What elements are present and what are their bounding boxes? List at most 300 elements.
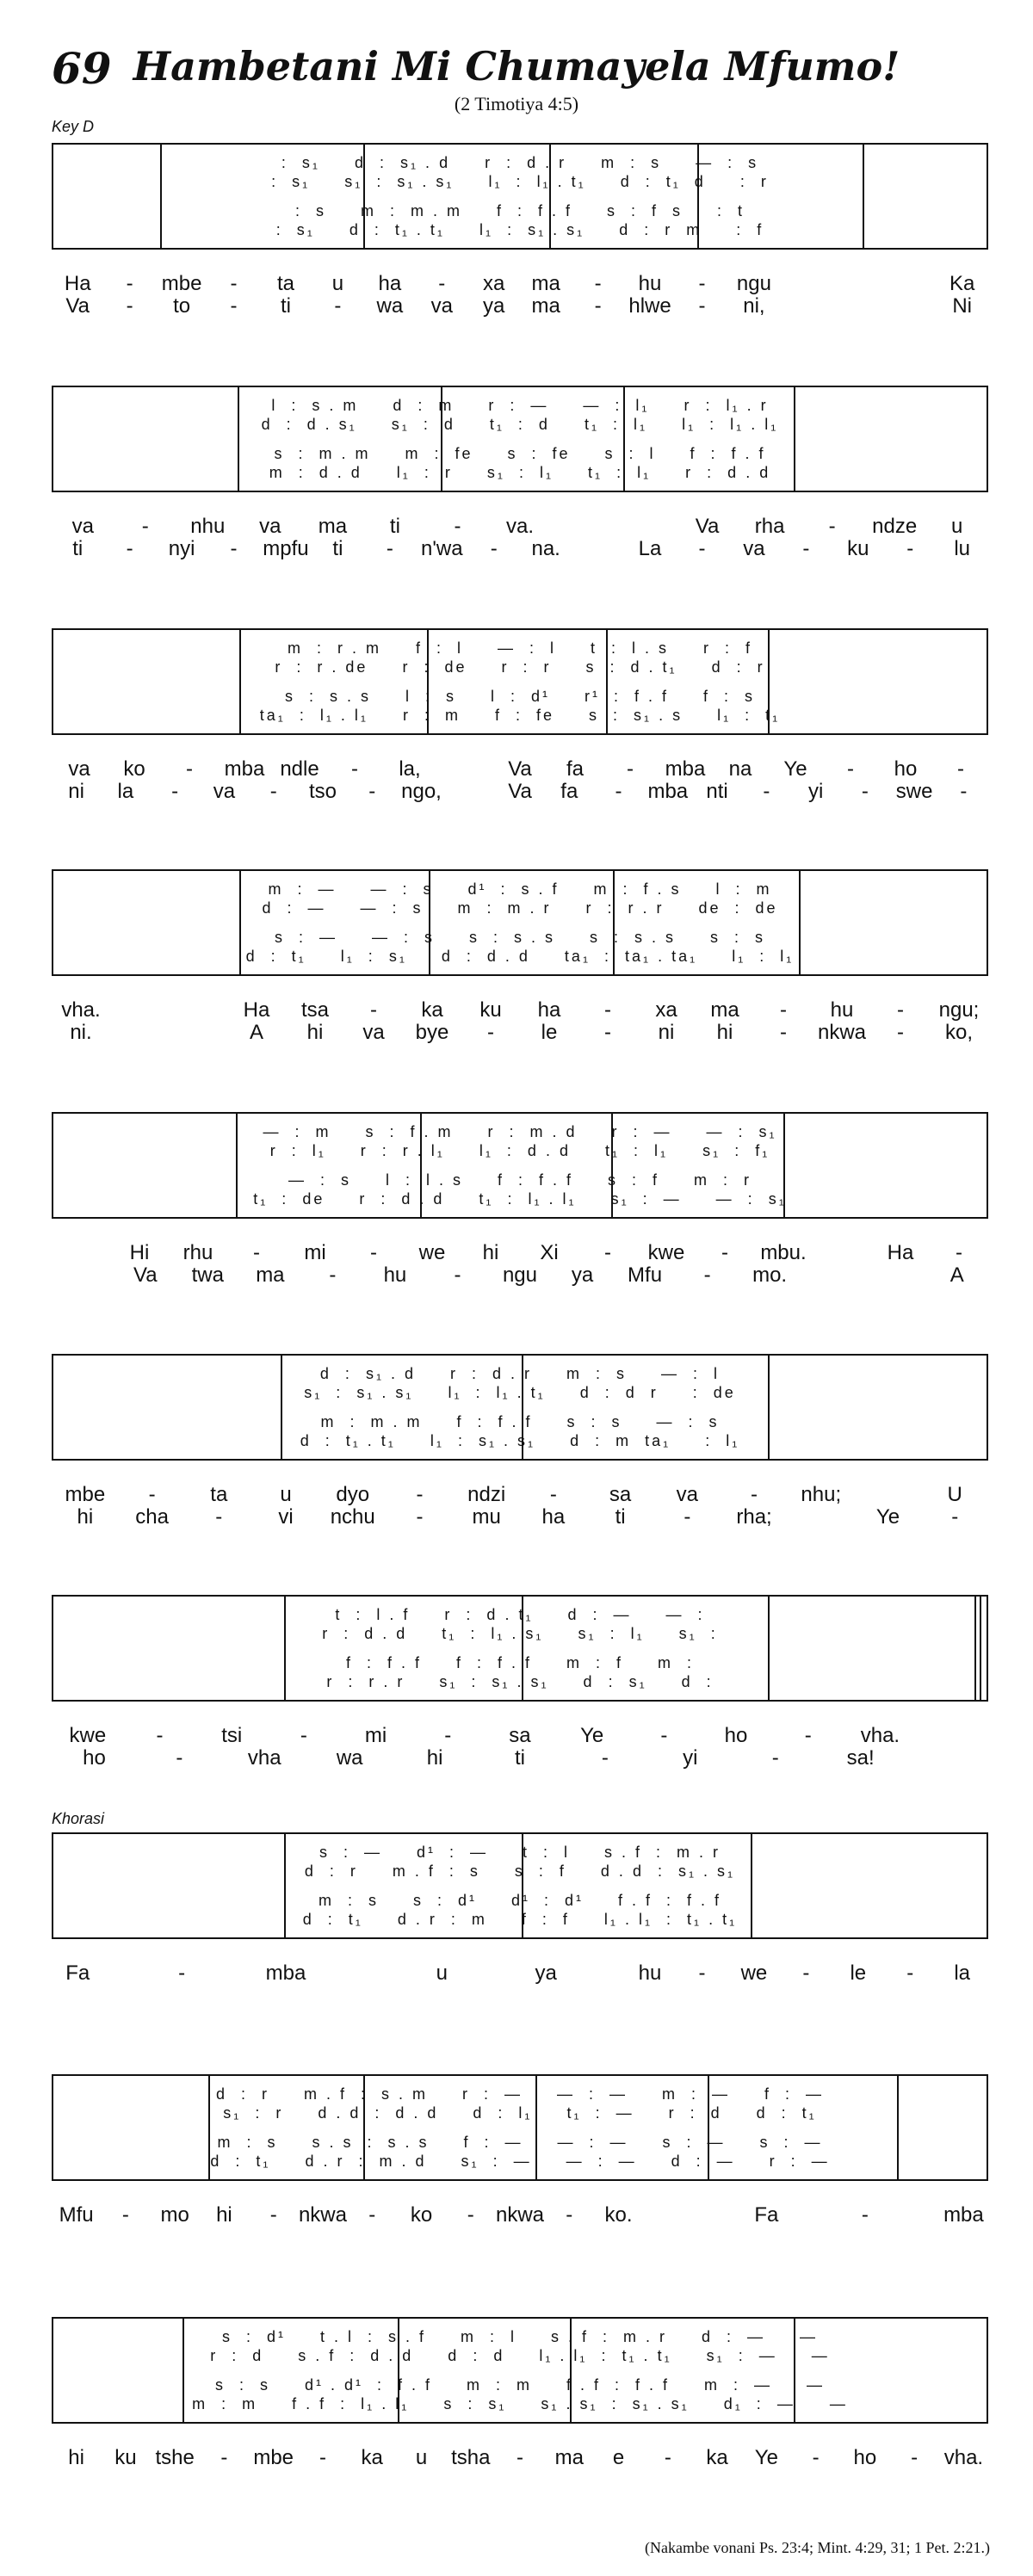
syllable: - xyxy=(319,2446,326,2469)
syllable: - xyxy=(386,537,393,560)
syllable: ta xyxy=(210,1483,228,1506)
scripture-reference: (2 Timotiya 4:5) xyxy=(454,93,579,114)
lyric-line xyxy=(52,780,988,804)
syllable: tsa xyxy=(300,998,329,1022)
staff-system xyxy=(52,1112,988,1219)
syllable: nhu xyxy=(190,515,226,538)
syllable: Ka xyxy=(949,272,975,295)
voice-part-line: d : t₁ d . r : m . d s₁ : — — : — d : — r : — xyxy=(210,2152,830,2170)
syllable: Mfu xyxy=(628,1263,663,1287)
voice-part-line: : s₁ s₁ : s₁ . s₁ l₁ : l₁ . t₁ d : t₁ d : r xyxy=(271,172,769,190)
syllable xyxy=(437,757,492,781)
syllable: va xyxy=(676,1483,698,1506)
voice-part-line: r : l₁ r : r . l₁ l₁ : d . d t₁ : l₁ s₁ : f₁ xyxy=(269,1141,770,1159)
lyric-line xyxy=(52,1724,988,1748)
syllable: va xyxy=(68,757,90,781)
syllable: rha xyxy=(754,515,785,538)
syllable: - xyxy=(897,1021,904,1044)
syllable: nti xyxy=(706,780,728,803)
syllable: - xyxy=(253,1241,260,1264)
syllable xyxy=(884,272,936,296)
syllable xyxy=(364,1961,416,1986)
syllable: - xyxy=(220,2446,228,2469)
syllable: hi xyxy=(77,1505,94,1529)
syllable: - xyxy=(368,780,376,803)
syllable: - xyxy=(780,1021,787,1044)
syllable: ha xyxy=(537,998,561,1022)
syllable: va xyxy=(743,537,765,560)
syllable: - xyxy=(176,1746,183,1770)
hymn-header xyxy=(52,43,981,120)
syllable: ka xyxy=(706,2446,728,2469)
syllable: - xyxy=(368,2203,376,2227)
syllable xyxy=(780,294,832,318)
syllable: mbe xyxy=(253,2446,294,2469)
voice-part-line: s₁ : s₁ . s₁ l₁ : l₁ . t₁ d : d r : de xyxy=(304,1383,736,1401)
syllable xyxy=(890,2203,939,2227)
syllable: - xyxy=(121,2203,129,2227)
syllable: u xyxy=(951,515,963,538)
syllable: mbe xyxy=(65,1483,106,1506)
syllable: ko, xyxy=(944,1021,973,1044)
lyric-line xyxy=(52,1961,988,1986)
lyric-line xyxy=(52,1021,988,1045)
syllable xyxy=(103,1961,155,1986)
syllable: - xyxy=(604,1021,611,1044)
syllable: - xyxy=(516,2446,524,2469)
syllable xyxy=(832,294,884,318)
syllable: - xyxy=(487,1021,494,1044)
hymn-number: 69 xyxy=(52,43,112,94)
syllable: - xyxy=(566,2203,573,2227)
voice-part-line: — : m s : f . m r : m . d r : — — : s₁ xyxy=(263,1122,777,1140)
syllable: ti xyxy=(280,294,291,318)
syllable: va xyxy=(362,1021,385,1044)
syllable: ya xyxy=(483,294,505,318)
syllable: hi xyxy=(482,1241,499,1264)
syllable: mbe xyxy=(161,272,202,295)
syllable: tsha xyxy=(451,2446,491,2469)
syllable xyxy=(916,1724,988,1748)
syllable: - xyxy=(771,1746,779,1770)
syllable: sa xyxy=(509,1724,531,1747)
syllable: nyi xyxy=(168,537,195,560)
syllable: - xyxy=(230,272,238,295)
syllable: ndle xyxy=(280,757,319,781)
syllable: kwe xyxy=(69,1724,107,1747)
syllable: Hi xyxy=(129,1241,150,1264)
voice-part-line: s : s d¹ . d¹ : f . f m : m f . f : f . f m : — — xyxy=(214,2375,826,2394)
staff-system xyxy=(52,869,988,976)
syllable: hu xyxy=(638,1961,662,1985)
syllable: Mfu xyxy=(59,2203,94,2227)
staff-system xyxy=(52,628,988,735)
syllable: ho xyxy=(83,1746,106,1770)
syllable: - xyxy=(604,1241,611,1264)
syllable: wa xyxy=(336,1746,363,1770)
syllable: - xyxy=(847,757,854,781)
syllable: - xyxy=(828,515,836,538)
syllable: mba xyxy=(943,2203,984,2227)
syllable: ya xyxy=(571,1263,594,1287)
syllable: hu xyxy=(830,998,854,1022)
syllable: xa xyxy=(483,272,505,295)
syllable xyxy=(884,294,936,318)
syllable: u xyxy=(436,1961,448,1985)
voice-part-line: m : m f . f : l₁ . l₁ s : s₁ s₁ . s₁ : s₁ . s₁ d₁ : — — xyxy=(192,2394,848,2412)
lyric-line xyxy=(52,998,988,1022)
syllable: vi xyxy=(278,1505,294,1529)
syllable: ndze xyxy=(872,515,918,538)
syllable: mba xyxy=(224,757,265,781)
syllable: ndzi xyxy=(467,1483,506,1506)
syllable: - xyxy=(126,294,133,318)
syllable: ma xyxy=(710,998,739,1022)
voice-part-line: s₁ : r d . d : d . d d : l₁ t₁ : — r : d d : t₁ xyxy=(223,2103,817,2122)
syllable: we xyxy=(740,1961,768,1985)
voice-part-line: d : r m . f : s s : f d . d : s₁ . s₁ xyxy=(304,1862,736,1880)
syllable: - xyxy=(751,1483,758,1506)
syllable: ngu; xyxy=(938,998,980,1022)
syllable xyxy=(780,272,832,296)
syllable: - xyxy=(802,1961,810,1985)
syllable: - xyxy=(594,294,602,318)
syllable xyxy=(863,1263,926,1288)
syllable: Ni xyxy=(952,294,972,318)
syllable: - xyxy=(698,272,706,295)
syllable: hu xyxy=(638,272,662,295)
syllable: - xyxy=(490,537,498,560)
syllable: ma xyxy=(256,1263,285,1287)
syllable xyxy=(801,1263,863,1288)
voice-part-line: m : r . m f : l — : l t : l . s r : f xyxy=(287,639,753,657)
syllable xyxy=(643,2203,692,2227)
syllable: Ye xyxy=(875,1505,900,1529)
syllable: Ye xyxy=(580,1724,604,1747)
voice-part-line: t : l . f r : d . t₁ d : — — : xyxy=(335,1605,705,1623)
syllable: - xyxy=(594,272,602,295)
syllable: hi xyxy=(716,1021,733,1044)
syllable xyxy=(832,272,884,296)
voice-part-line: — : s l : l . s f : f . f s : f m : r xyxy=(288,1171,752,1189)
lyric-line xyxy=(52,1241,988,1265)
syllable xyxy=(169,998,227,1022)
voice-part-line: d : t₁ d . r : m f : f l₁ . l₁ : t₁ . t₁ xyxy=(302,1910,738,1928)
lyric-line xyxy=(52,2203,988,2227)
syllable: le xyxy=(850,1961,867,1985)
syllable: nkwa xyxy=(496,2203,545,2227)
syllable: mi xyxy=(304,1241,326,1264)
syllable: Ye xyxy=(754,2446,778,2469)
syllable: mo. xyxy=(752,1263,788,1287)
syllable: Ha xyxy=(64,272,91,295)
syllable: fa xyxy=(560,780,578,803)
syllable: ka xyxy=(361,2446,383,2469)
syllable: u xyxy=(280,1483,292,1506)
syllable: - xyxy=(300,1724,307,1747)
voice-part-line: s : m . m m : fe s : fe s : l f : f . f xyxy=(274,444,766,462)
syllable: - xyxy=(911,2446,919,2469)
syllable: - xyxy=(269,780,277,803)
syllable: e xyxy=(612,2446,625,2469)
syllable: la xyxy=(117,780,134,803)
syllable: - xyxy=(416,1483,424,1506)
syllable: - xyxy=(906,1961,914,1985)
voice-part-line: s : — d¹ : — t : l s . f : m . r xyxy=(319,1843,721,1861)
voice-part-line: d : t₁ . t₁ l₁ : s₁ . s₁ d : m ta₁ : l₁ xyxy=(300,1431,740,1449)
syllable: - xyxy=(897,998,904,1022)
syllable: fa xyxy=(566,757,584,781)
syllable: ni. xyxy=(70,1021,92,1044)
syllable: - xyxy=(861,2203,869,2227)
syllable: - xyxy=(454,515,461,538)
syllable: ya xyxy=(535,1961,557,1985)
syllable: - xyxy=(951,1505,959,1529)
syllable: - xyxy=(549,1483,557,1506)
syllable: yi xyxy=(683,1746,698,1770)
syllable: A xyxy=(249,1021,263,1044)
voice-part-line: : s m : m . m f : f . f s : f s : t xyxy=(294,201,745,219)
syllable: rha; xyxy=(736,1505,772,1529)
voice-part-line: s : d¹ t . l : s . f m : l s . f : m . r d : — — xyxy=(221,2327,819,2345)
lyric-line xyxy=(52,1263,988,1288)
syllable: Va xyxy=(695,515,720,538)
syllable: - xyxy=(215,1505,223,1529)
syllable: tsi xyxy=(221,1724,243,1747)
syllable: rhu xyxy=(182,1241,213,1264)
syllable: - xyxy=(444,1724,452,1747)
syllable: - xyxy=(960,780,968,803)
voice-part-line: d : t₁ l₁ : s₁ d : d . d ta₁ : ta₁ . ta₁ l₁ : l₁ xyxy=(245,947,795,965)
staff-system xyxy=(52,386,988,492)
syllable xyxy=(572,1961,623,1986)
syllable: A xyxy=(949,1263,964,1287)
syllable: ko xyxy=(410,2203,433,2227)
voice-part-line: l : s . m d : m r : — — : l₁ r : l₁ . r xyxy=(271,396,769,414)
syllable xyxy=(52,1263,114,1288)
syllable: swe xyxy=(895,780,933,803)
lyric-line xyxy=(52,2446,988,2470)
syllable: - xyxy=(186,757,193,781)
voice-part-line: : s₁ d : t₁ . t₁ l₁ : s₁ . s₁ d : r m : f xyxy=(275,220,764,238)
syllable xyxy=(855,1483,922,1507)
staff-system xyxy=(52,1354,988,1461)
syllable: Ha xyxy=(887,1241,914,1264)
syllable: cha xyxy=(135,1505,169,1529)
syllable: - xyxy=(804,1724,812,1747)
voice-part-line: s : s . s l : s l : d¹ r¹ : f . f f : s xyxy=(284,687,756,705)
syllable: - xyxy=(698,1961,706,1985)
syllable: - xyxy=(126,537,133,560)
voice-part-line: m : d . d l₁ : r s₁ : l₁ t₁ : l₁ r : d . d xyxy=(269,463,771,481)
syllable xyxy=(110,1021,169,1045)
syllable: ku xyxy=(847,537,869,560)
syllable: mpfu xyxy=(263,537,309,560)
syllable: - xyxy=(230,537,238,560)
syllable: ho xyxy=(724,1724,748,1747)
syllable: - xyxy=(601,1746,609,1770)
syllable: - xyxy=(171,780,179,803)
syllable: - xyxy=(956,1241,962,1264)
voice-part-line: m : s s : d¹ d¹ : d¹ f . f : f . f xyxy=(318,1891,722,1909)
syllable xyxy=(788,1505,855,1529)
syllable: to xyxy=(173,294,191,318)
voice-part-line: m : s s . s : s . s f : — — : — s : — s : — xyxy=(217,2133,823,2151)
syllable: mi xyxy=(364,1724,387,1747)
syllable: ko xyxy=(123,757,145,781)
syllable: - xyxy=(664,2446,671,2469)
syllable: - xyxy=(351,757,358,781)
syllable: - xyxy=(627,757,634,781)
voice-part-line: r : d . d t₁ : l₁ . s₁ s₁ : l₁ s₁ : xyxy=(322,1624,718,1642)
syllable: - xyxy=(370,1241,377,1264)
syllable: va xyxy=(430,294,453,318)
syllable: mbu. xyxy=(760,1241,807,1264)
syllable: la xyxy=(954,1961,970,1985)
syllable: lu xyxy=(954,537,970,560)
syllable: na. xyxy=(531,537,560,560)
syllable: Fa xyxy=(65,1961,90,1985)
syllable: - xyxy=(329,1263,337,1287)
syllable xyxy=(791,2203,840,2227)
staff-system xyxy=(52,2074,988,2181)
syllable: vha xyxy=(247,1746,281,1770)
syllable: Va xyxy=(133,1263,158,1287)
staff-system xyxy=(52,2317,988,2424)
syllable: ma xyxy=(531,272,560,295)
syllable: vha. xyxy=(61,998,101,1022)
syllable xyxy=(614,515,677,539)
syllable: va. xyxy=(505,515,534,538)
syllable: U xyxy=(947,1483,962,1506)
syllable: ho xyxy=(853,2446,877,2469)
syllable: nkwa xyxy=(817,1021,867,1044)
syllable: mo xyxy=(160,2203,189,2227)
syllable: - xyxy=(721,1241,728,1264)
voice-part-line: : s₁ d : s₁ . d r : d . r m : s — : s xyxy=(281,153,759,171)
syllable: tshe xyxy=(155,2446,195,2469)
syllable: twa xyxy=(191,1263,224,1287)
syllable: - xyxy=(703,1263,711,1287)
syllable: - xyxy=(780,998,787,1022)
syllable: va xyxy=(71,515,94,538)
lyric-line xyxy=(52,1505,988,1529)
chorus-label: Khorasi xyxy=(52,1810,105,1827)
syllable: - xyxy=(660,1724,668,1747)
voice-part-line: ta₁ : l₁ . l₁ r : m f : fe s : s₁ . s l₁ : t₁ xyxy=(259,706,781,724)
syllable: - xyxy=(698,294,706,318)
footer-references: (Nakambe vonani Ps. 23:4; Mint. 4:29, 31; 1 Pet. 2:21.) xyxy=(645,2539,990,2556)
syllable: hu xyxy=(383,1263,407,1287)
syllable: - xyxy=(861,780,869,803)
voice-part-line: m : m . m f : f . f s : s — : s xyxy=(320,1412,720,1430)
syllable: hi xyxy=(216,2203,232,2227)
syllable: n'wa xyxy=(420,537,463,560)
syllable: le xyxy=(541,1021,558,1044)
voice-part-line: s : — — : s s : s . s s : s . s s : s xyxy=(274,928,766,946)
syllable: u xyxy=(415,2446,428,2469)
syllable: nchu xyxy=(330,1505,375,1529)
syllable: Ha xyxy=(243,998,270,1022)
syllable: hi xyxy=(426,1746,443,1770)
syllable: ti xyxy=(389,515,400,538)
syllable: nkwa xyxy=(298,2203,347,2227)
syllable: mba xyxy=(265,1961,306,1985)
syllable: ha xyxy=(541,1505,566,1529)
syllable xyxy=(110,998,169,1022)
syllable: va xyxy=(213,780,236,803)
voice-part-line: r : r . r s₁ : s₁ . s₁ d : s₁ d : xyxy=(326,1672,714,1690)
syllable: Fa xyxy=(754,2203,779,2227)
syllable: - xyxy=(370,998,377,1022)
syllable: - xyxy=(957,757,964,781)
syllable: - xyxy=(178,1961,186,1985)
voice-part-line: m : — — : s d¹ : s . f m : f . s l : m xyxy=(268,880,772,898)
syllable: - xyxy=(141,515,149,538)
syllable: yi xyxy=(807,780,824,803)
voice-part-line: d : — — : s m : m . r r : r . r de : de xyxy=(262,899,778,917)
syllable: - xyxy=(467,2203,474,2227)
syllable: - xyxy=(148,1483,156,1506)
syllable: - xyxy=(156,1724,164,1747)
syllable: ti xyxy=(72,537,84,560)
syllable: - xyxy=(454,1263,461,1287)
syllable xyxy=(813,1241,871,1265)
syllable: - xyxy=(615,780,622,803)
staff-system xyxy=(52,143,988,250)
syllable: mba xyxy=(647,780,689,803)
syllable xyxy=(446,780,495,804)
syllable: la, xyxy=(399,757,421,781)
syllable: ma xyxy=(531,294,560,318)
syllable: Va xyxy=(508,757,532,781)
syllable xyxy=(468,1961,520,1986)
hymn-title: Hambetani Mi Chumayela Mfumo! xyxy=(133,43,900,90)
syllable: tso xyxy=(308,780,337,803)
voice-part-line: r : r . de r : de r : r s : d . t₁ d : r xyxy=(275,658,765,676)
syllable: - xyxy=(230,294,238,318)
syllable: ti xyxy=(615,1505,626,1529)
syllable: mba xyxy=(665,757,706,781)
syllable: - xyxy=(438,272,446,295)
syllable: wa xyxy=(376,294,404,318)
syllable: sa! xyxy=(846,1746,875,1770)
syllable: ti xyxy=(332,537,343,560)
voice-part-line: d : s₁ . d r : d . r m : s — : l xyxy=(319,1364,721,1382)
syllable: - xyxy=(334,294,342,318)
syllable: na xyxy=(728,757,752,781)
voice-part-line: d : d . s₁ s₁ : d t₁ : d t₁ : l₁ l₁ : l₁ . l₁ xyxy=(261,415,779,433)
syllable: - xyxy=(698,537,706,560)
syllable: - xyxy=(763,780,770,803)
syllable: ma xyxy=(554,2446,584,2469)
syllable xyxy=(692,2203,741,2227)
lyric-line xyxy=(52,757,988,781)
syllable xyxy=(207,1961,259,1986)
voice-part-line: t₁ : de r : d . d t₁ : l₁ . l₁ s₁ : — — : s₁ xyxy=(253,1189,787,1208)
syllable: ho xyxy=(894,757,918,781)
syllable: ko. xyxy=(604,2203,633,2227)
syllable: ngu xyxy=(502,1263,537,1287)
syllable: hlwe xyxy=(628,294,671,318)
syllable: dyo xyxy=(336,1483,370,1506)
syllable: hi xyxy=(306,1021,324,1044)
syllable: we xyxy=(418,1241,446,1264)
voice-part-line: d : r m . f : s . m r : — — : — m : — f : — xyxy=(215,2085,825,2103)
syllable xyxy=(52,1241,110,1265)
lyric-line xyxy=(52,272,988,296)
syllable: ha xyxy=(378,272,402,295)
